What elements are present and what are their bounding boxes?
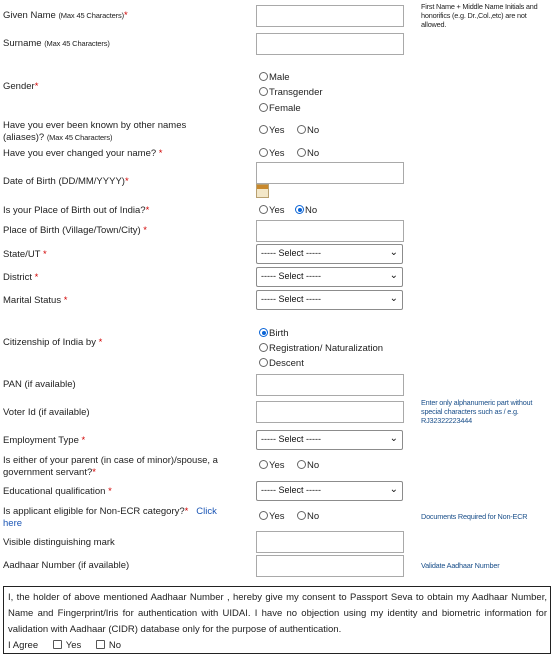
state-select[interactable]: ----- Select ----- ⌄: [256, 244, 403, 264]
state-label: State/UT *: [3, 249, 47, 260]
education-select[interactable]: ----- Select ----- ⌄: [256, 481, 403, 501]
gender-female-radio[interactable]: Female: [259, 103, 301, 115]
chevron-down-icon: ⌄: [389, 484, 398, 495]
marital-select[interactable]: ----- Select ----- ⌄: [256, 290, 403, 310]
marital-label: Marital Status *: [3, 295, 68, 306]
gender-male-radio[interactable]: Male: [259, 72, 290, 84]
employment-select[interactable]: ----- Select ----- ⌄: [256, 430, 403, 450]
mark-input[interactable]: [256, 531, 404, 553]
district-select[interactable]: ----- Select ----- ⌄: [256, 267, 403, 287]
govt-label: Is either of your parent (in case of minor)/spouse, a government servant?*: [3, 455, 218, 478]
mark-label: Visible distinguishing mark: [3, 537, 115, 548]
ecr-label: Is applicant eligible for Non-ECR category?* Click here: [3, 506, 217, 529]
govt-yes-radio[interactable]: Yes: [259, 460, 285, 472]
consent-agree-row: [8, 638, 547, 654]
pob-input[interactable]: [256, 220, 404, 242]
education-label: Educational qualification *: [3, 486, 112, 497]
ecr-documents-link[interactable]: Documents Required for Non-ECR: [421, 512, 528, 521]
surname-input[interactable]: [256, 33, 404, 55]
aliases-label: Have you ever been known by other names (aliases)? (Max 45 Characters): [3, 120, 187, 143]
changed-name-no-radio[interactable]: No: [297, 148, 319, 160]
ecr-here-link[interactable]: here: [3, 518, 23, 529]
consent-text: I, the holder of above mentioned Aadhaar Number , hereby give my consent to Passport Seva to obtain my Aadhaar Number, Name and Fingerprint/Iris for authentication with UIDAI. I have no objection using my identity and biometric information for validation with Aadhaar (CIDR) database only for the purpose of authentication.: [8, 592, 547, 635]
chevron-down-icon: ⌄: [389, 270, 398, 281]
govt-no-radio[interactable]: No: [297, 460, 319, 472]
surname-label: Surname (Max 45 Characters): [3, 38, 110, 49]
changed-name-yes-radio[interactable]: Yes: [259, 148, 285, 160]
agree-no-label: No: [108, 640, 122, 651]
aliases-no-radio[interactable]: No: [297, 125, 319, 137]
validate-aadhaar-link[interactable]: Validate Aadhaar Number: [421, 561, 500, 570]
dob-label: Date of Birth (DD/MM/YYYY)*: [3, 176, 129, 187]
given-name-label: Given Name (Max 45 Characters)*: [3, 10, 128, 21]
citizenship-birth-radio[interactable]: Birth: [259, 328, 289, 340]
aadhaar-input[interactable]: [256, 555, 404, 577]
ecr-click-link[interactable]: Click: [196, 506, 217, 517]
calendar-icon[interactable]: [256, 184, 269, 198]
district-label: District *: [3, 272, 39, 283]
chevron-down-icon: ⌄: [389, 247, 398, 258]
pan-input[interactable]: [256, 374, 404, 396]
aadhaar-label: Aadhaar Number (if available): [3, 560, 130, 571]
agree-yes-label: Yes: [65, 640, 82, 651]
pob-label: Place of Birth (Village/Town/City) *: [3, 225, 147, 236]
changed-name-label: Have you ever changed your name? *: [3, 148, 163, 159]
agree-yes-checkbox[interactable]: [53, 640, 62, 649]
employment-label: Employment Type *: [3, 435, 86, 446]
voter-input[interactable]: [256, 401, 404, 423]
pan-label: PAN (if available): [3, 379, 76, 390]
ecr-no-radio[interactable]: No: [297, 511, 319, 523]
citizenship-label: Citizenship of India by *: [3, 337, 103, 348]
pob-out-label: Is your Place of Birth out of India?*: [3, 205, 150, 216]
voter-label: Voter Id (if available): [3, 407, 90, 418]
aliases-yes-radio[interactable]: Yes: [259, 125, 285, 137]
agree-no-checkbox[interactable]: [96, 640, 105, 649]
citizenship-registration-radio[interactable]: Registration/ Naturalization: [259, 343, 383, 355]
given-name-hint: First Name + Middle Name Initials and honorifics (e.g. Dr.,Col.,etc) are not allowed.: [421, 2, 538, 29]
given-name-input[interactable]: [256, 5, 404, 27]
voter-hint: Enter only alphanumeric part without special characters such as / e.g. RJ32322223444: [421, 398, 533, 425]
ecr-yes-radio[interactable]: Yes: [259, 511, 285, 523]
gender-transgender-radio[interactable]: Transgender: [259, 87, 323, 99]
i-agree-label: I Agree: [8, 640, 39, 651]
citizenship-descent-radio[interactable]: Descent: [259, 358, 304, 370]
pob-out-no-radio[interactable]: No: [295, 205, 317, 217]
chevron-down-icon: ⌄: [389, 293, 398, 304]
gender-label: Gender*: [3, 81, 39, 92]
aadhaar-consent-box: [3, 586, 551, 654]
dob-input[interactable]: [256, 162, 404, 184]
pob-out-yes-radio[interactable]: Yes: [259, 205, 285, 217]
chevron-down-icon: ⌄: [389, 433, 398, 444]
